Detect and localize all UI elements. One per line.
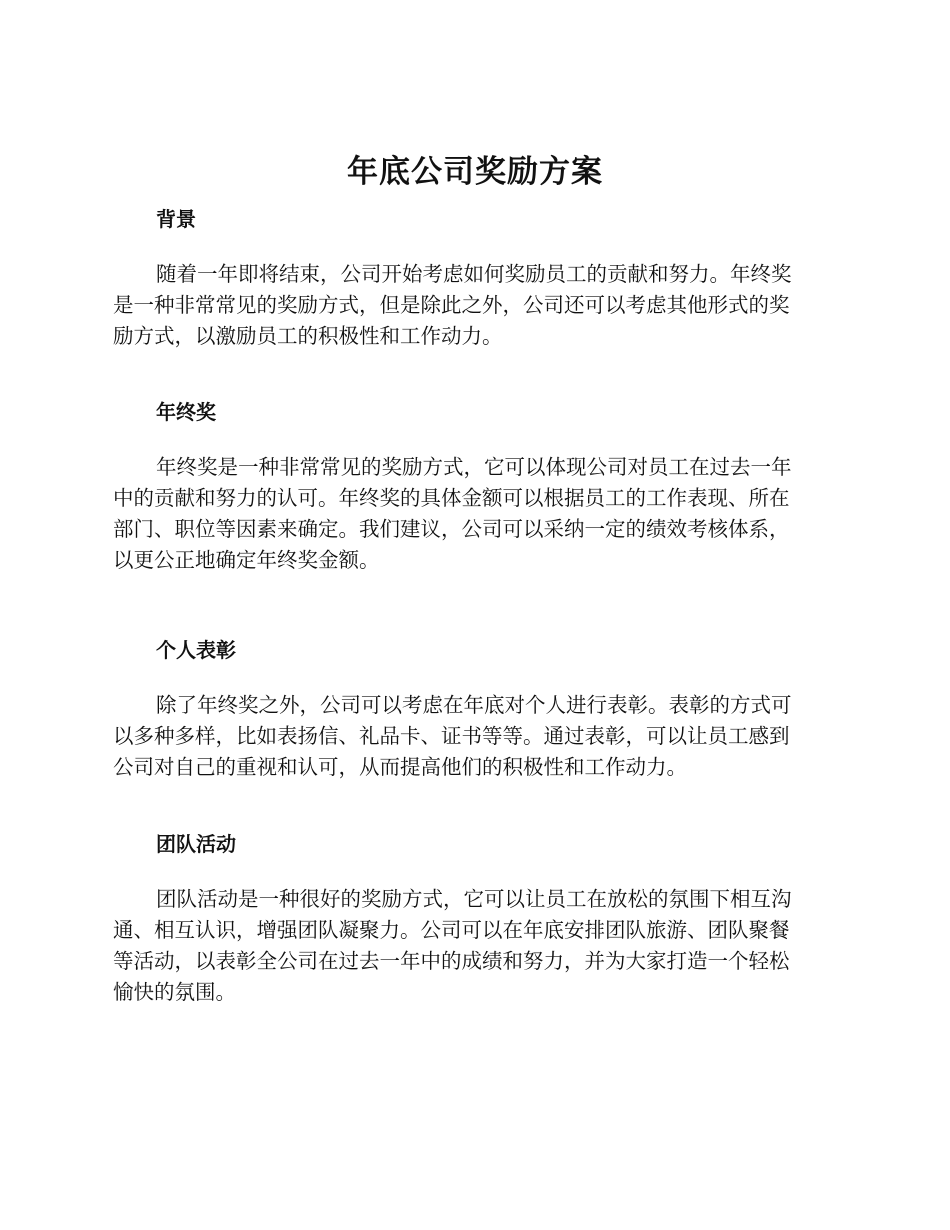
section-heading: 个人表彰	[156, 638, 236, 662]
section-background	[113, 205, 833, 352]
paragraph-line: 愉快的氛围。	[113, 980, 236, 1004]
paragraph-line: 以更公正地确定年终奖金额。	[113, 548, 380, 572]
paragraph-line: 中的贡献和努力的认可。年终奖的具体金额可以根据员工的工作表现、所在	[113, 486, 790, 510]
paragraph-line: 除了年终奖之外，公司可以考虑在年底对个人进行表彰。表彰的方式可	[156, 693, 792, 717]
paragraph-line: 公司对自己的重视和认可，从而提高他们的积极性和工作动力。	[113, 755, 687, 779]
section-year-end-bonus	[113, 398, 833, 576]
section-paragraph	[113, 259, 828, 352]
section-heading: 年终奖	[156, 400, 216, 424]
paragraph-line: 是一种非常常见的奖励方式，但是除此之外，公司还可以考虑其他形式的奖	[113, 293, 790, 317]
paragraph-line: 随着一年即将结束，公司开始考虑如何奖励员工的贡献和努力。年终奖	[156, 262, 792, 286]
section-individual-recognition	[113, 636, 833, 783]
paragraph-line: 以多种多样，比如表扬信、礼品卡、证书等等。通过表彰，可以让员工感到	[113, 724, 790, 748]
paragraph-line: 等活动，以表彰全公司在过去一年中的成绩和努力，并为大家打造一个轻松	[113, 949, 790, 973]
section-heading: 背景	[156, 207, 196, 231]
section-paragraph	[113, 690, 828, 783]
section-team-activities	[113, 830, 833, 1008]
paragraph-line: 励方式，以激励员工的积极性和工作动力。	[113, 324, 503, 348]
section-paragraph	[113, 884, 828, 1008]
section-heading: 团队活动	[156, 832, 236, 856]
paragraph-line: 部门、职位等因素来确定。我们建议，公司可以采纳一定的绩效考核体系，	[113, 517, 790, 541]
document-title: 年底公司奖励方案	[347, 154, 603, 190]
paragraph-line: 团队活动是一种很好的奖励方式，它可以让员工在放松的氛围下相互沟	[156, 887, 792, 911]
paragraph-line: 年终奖是一种非常常见的奖励方式，它可以体现公司对员工在过去一年	[156, 455, 792, 479]
paragraph-line: 通、相互认识，增强团队凝聚力。公司可以在年底安排团队旅游、团队聚餐	[113, 918, 790, 942]
section-paragraph	[113, 452, 828, 576]
